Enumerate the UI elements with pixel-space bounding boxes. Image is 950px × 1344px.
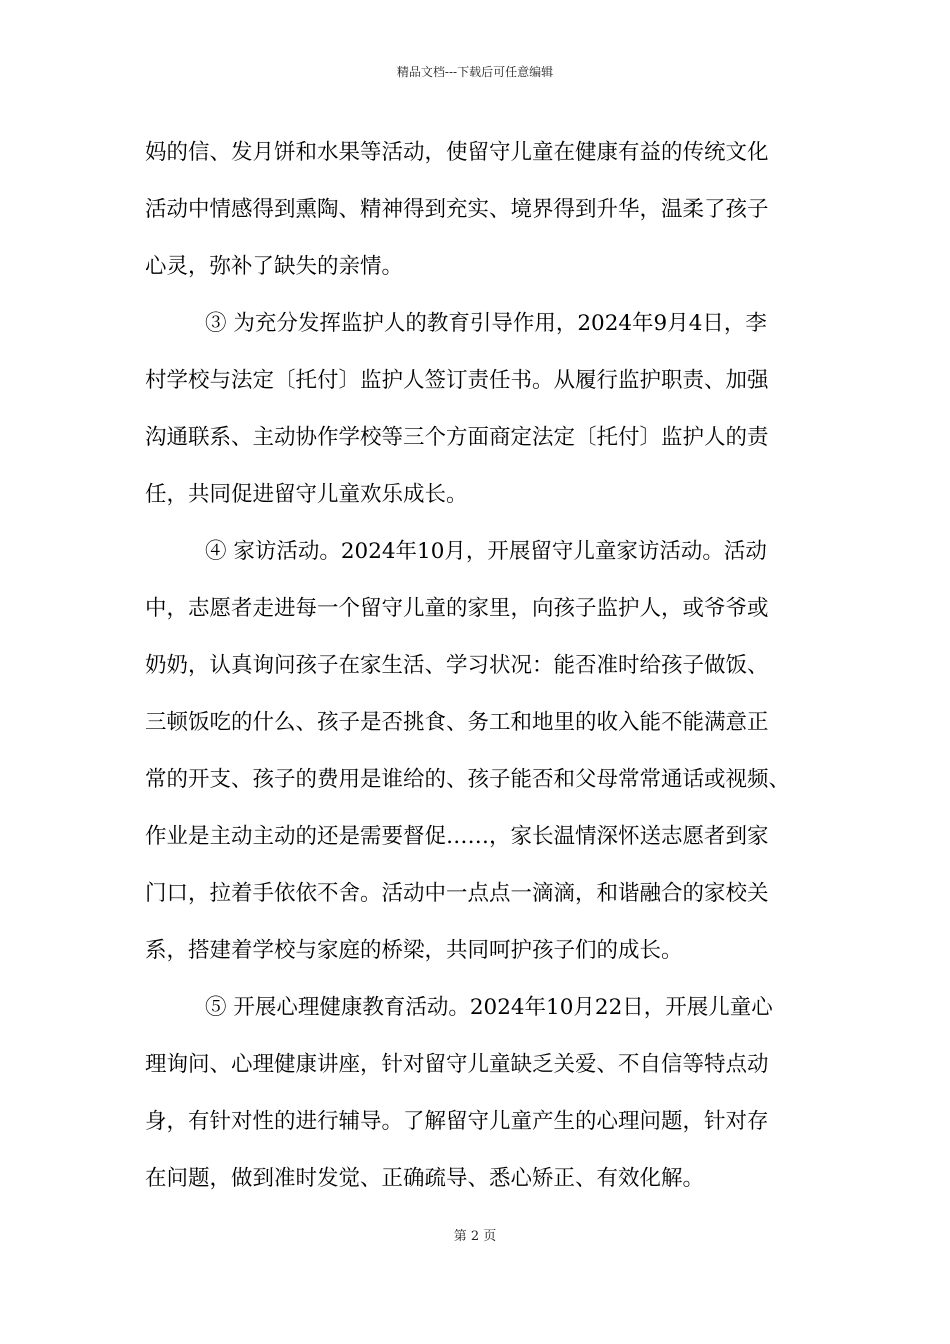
text-line: 门口，拉着手依依不舍。活动中一点点一滴滴，和谐融合的家校关 [145,881,769,906]
text-line: 心灵，弥补了缺失的亲情。 [145,254,404,279]
text-line: 奶奶，认真询问孩子在家生活、学习状况：能否准时给孩子做饭、 [145,653,769,678]
page-header: 精品文档---下载后可任意编辑 [396,65,554,79]
text-line: 系，搭建着学校与家庭的桥梁，共同呵护孩子们的成长。 [145,938,683,963]
page-number: 第 2 页 [453,1229,497,1244]
paragraph-start-line: ⑤ 开展心理健康教育活动。2024年10月22日，开展儿童心 [205,995,773,1020]
document-body [145,128,820,1211]
paragraph-start-line: ③ 为充分发挥监护人的教育引导作用，2024年9月4日，李 [205,311,767,336]
paragraph-start-line: ④ 家访活动。2024年10月，开展留守儿童家访活动。活动 [205,539,767,564]
text-line: 沟通联系、主动协作学校等三个方面商定法定〔托付〕监护人的责 [145,425,769,450]
text-line: 中，志愿者走进每一个留守儿童的家里，向孩子监护人，或爷爷或 [145,596,769,621]
text-line: 作业是主动主动的还是需要督促……，家长温情深怀送志愿者到家 [145,824,769,849]
text-line: 理询问、心理健康讲座，针对留守儿童缺乏关爱、不自信等特点动 [145,1052,769,1077]
text-line: 三顿饭吃的什么、孩子是否挑食、务工和地里的收入能不能满意正 [145,710,769,735]
text-line: 在问题，做到准时发觉、正确疏导、悉心矫正、有效化解。 [145,1166,705,1191]
text-line: 常的开支、孩子的费用是谁给的、孩子能否和父母常常通话或视频、 [145,767,791,792]
text-line: 村学校与法定〔托付〕监护人签订责任书。从履行监护职责、加强 [145,368,769,393]
text-line: 任，共同促进留守儿童欢乐成长。 [145,482,468,507]
text-line: 身，有针对性的进行辅导。了解留守儿童产生的心理问题，针对存 [145,1109,769,1134]
text-line: 妈的信、发月饼和水果等活动，使留守儿童在健康有益的传统文化 [145,140,769,165]
text-line: 活动中情感得到熏陶、精神得到充实、境界得到升华，温柔了孩子 [145,197,769,222]
